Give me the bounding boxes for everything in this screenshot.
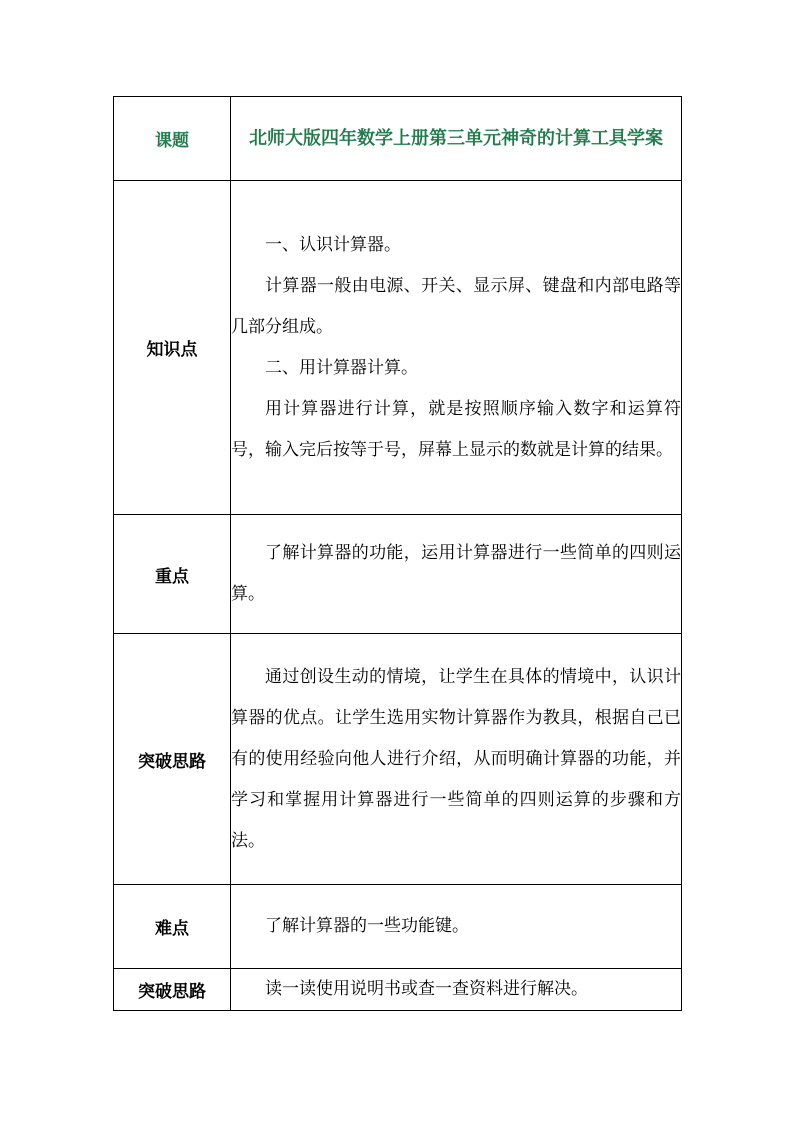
key-point-content: [231, 515, 682, 634]
difficulty-label: 难点: [114, 885, 231, 969]
knowledge-para-3: 二、用计算器计算。: [265, 357, 418, 378]
difficulty-row: [114, 885, 682, 969]
approach-para-2: 读一读使用说明书或查一查资料进行解决。: [265, 979, 588, 999]
topic-label: 课题: [114, 97, 231, 181]
approach-label-2: 突破思路: [114, 969, 231, 1011]
knowledge-label: 知识点: [114, 181, 231, 515]
knowledge-para-2: 计算器一般由电源、开关、显示屏、键盘和内部电路等几部分组成。: [231, 275, 681, 337]
approach-content-1: [231, 634, 682, 885]
lesson-plan-table: [113, 96, 682, 1011]
knowledge-content: [231, 181, 682, 515]
topic-row: [114, 97, 682, 181]
approach-row-2: [114, 969, 682, 1011]
key-point-para: 了解计算器的功能，运用计算器进行一些简单的四则运算。: [231, 543, 681, 604]
approach-content-2: [231, 969, 682, 1011]
key-point-row: [114, 515, 682, 634]
key-point-label: 重点: [114, 515, 231, 634]
difficulty-content: [231, 885, 682, 969]
difficulty-para: 了解计算器的一些功能键。: [265, 916, 469, 936]
knowledge-para-4: 用计算器进行计算，就是按照顺序输入数字和运算符号，输入完后按等于号，屏幕上显示的数就是计算的结果。: [231, 398, 681, 460]
knowledge-para-1: 一、认识计算器。: [265, 234, 401, 255]
knowledge-row: [114, 181, 682, 515]
approach-para-1: 通过创设生动的情境，让学生在具体的情境中，认识计算器的优点。让学生选用实物计算器作为教具，根据自己已有的使用经验向他人进行介绍，从而明确计算器的功能，并学习和掌握用计算器进行一些简单的四则运算的步骤和方法。: [231, 666, 681, 851]
approach-label-1: 突破思路: [114, 634, 231, 885]
approach-row-1: [114, 634, 682, 885]
topic-title: 北师大版四年数学上册第三单元神奇的计算工具学案: [231, 97, 682, 181]
